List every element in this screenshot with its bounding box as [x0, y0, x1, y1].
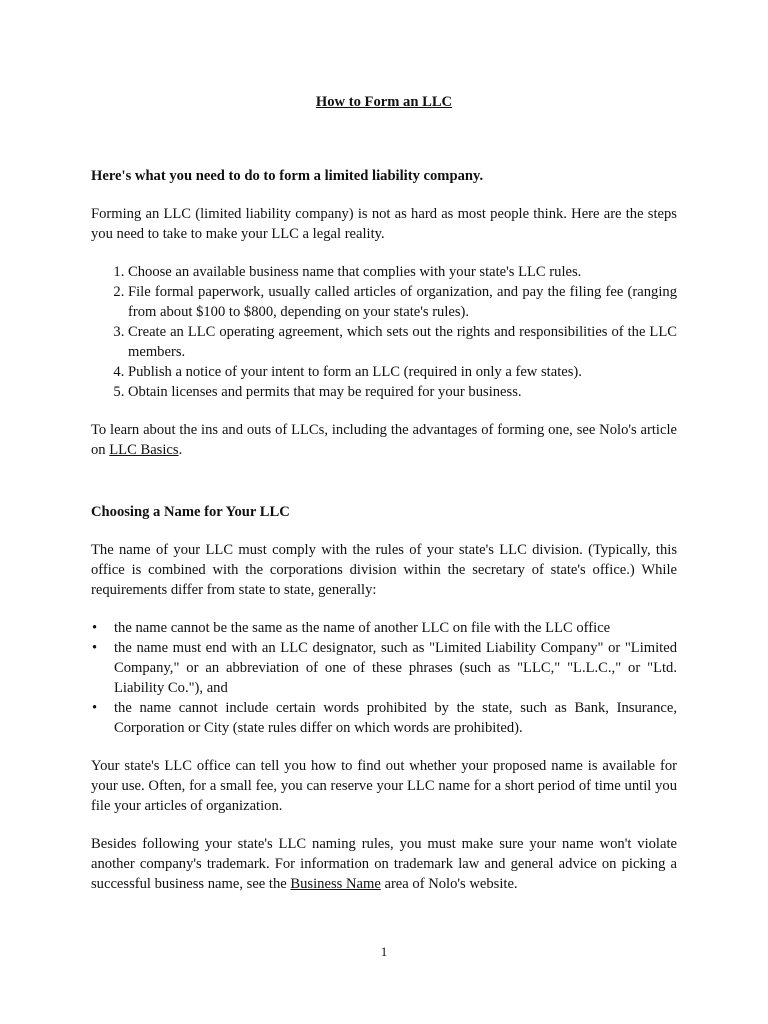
- naming-rules-list: [91, 618, 677, 738]
- availability-paragraph: Your state's LLC office can tell you how to find out whether your proposed name is available for your use. Often, for a small fee, you can reserve your LLC name for a short period of time until you file your articles of organization.: [91, 758, 677, 814]
- list-item: [92, 618, 677, 638]
- llc-basics-link[interactable]: LLC Basics: [109, 442, 179, 458]
- list-item: [92, 638, 677, 698]
- bullet-icon: •: [92, 620, 98, 636]
- trademark-paragraph: [91, 834, 677, 894]
- page-title: How to Form an LLC: [315, 94, 453, 110]
- list-item: [92, 698, 677, 738]
- trademark-text: Besides following your state's LLC naming rules, you must make sure your name won't violate another company's trademark. For information on trademark law and general advice on picking a successful business name, see the: [91, 836, 677, 892]
- bullet-icon: •: [92, 640, 98, 656]
- bullet-text: the name cannot be the same as the name of another LLC on file with the LLC office: [114, 620, 611, 636]
- naming-paragraph: The name of your LLC must comply with the rules of your state's LLC division. (Typically, this office is combined with the corporations division within the secretary of state's office.) While requirements differ from state to state, generally:: [91, 542, 677, 598]
- list-item: 1. Choose an available business name that complies with your state's LLC rules.: [128, 262, 677, 282]
- document-page: [91, 92, 677, 894]
- learn-more-paragraph: [91, 420, 677, 460]
- intro-heading: Here's what you need to do to form a limited liability company.: [91, 168, 484, 184]
- page-number: 1: [380, 944, 388, 959]
- list-item: 5. Obtain licenses and permits that may be required for your business.: [128, 382, 677, 402]
- steps-list: [91, 262, 677, 402]
- intro-paragraph: Forming an LLC (limited liability company) is not as hard as most people think. Here are the steps you need to take to make your LLC a legal reality.: [91, 206, 677, 242]
- learn-more-text: To learn about the ins and outs of LLCs, including the advantages of forming one, see Nolo's article on: [91, 422, 677, 458]
- bullet-text: the name must end with an LLC designator, such as "Limited Liability Company" or "Limited Company," or an abbreviation of one of these phrases (such as "LLC," "L.L.C.," or "Ltd. Liability Co."), and: [114, 640, 677, 696]
- bullet-icon: •: [92, 700, 98, 716]
- list-item: 2. File formal paperwork, usually called articles of organization, and pay the filing fee (ranging from about $100 to $800, depending on your state's rules).: [128, 282, 677, 322]
- trademark-text-end: area of Nolo's website.: [380, 876, 518, 892]
- learn-more-text-end: .: [178, 442, 183, 458]
- list-item: 3. Create an LLC operating agreement, which sets out the rights and responsibilities of the LLC members.: [128, 322, 677, 362]
- business-name-link[interactable]: Business Name: [290, 876, 381, 892]
- section-heading: Choosing a Name for Your LLC: [91, 504, 290, 520]
- list-item: 4. Publish a notice of your intent to form an LLC (required in only a few states).: [128, 362, 677, 382]
- bullet-text: the name cannot include certain words prohibited by the state, such as Bank, Insurance, Corporation or City (state rules differ on which words are prohibited).: [114, 700, 677, 736]
